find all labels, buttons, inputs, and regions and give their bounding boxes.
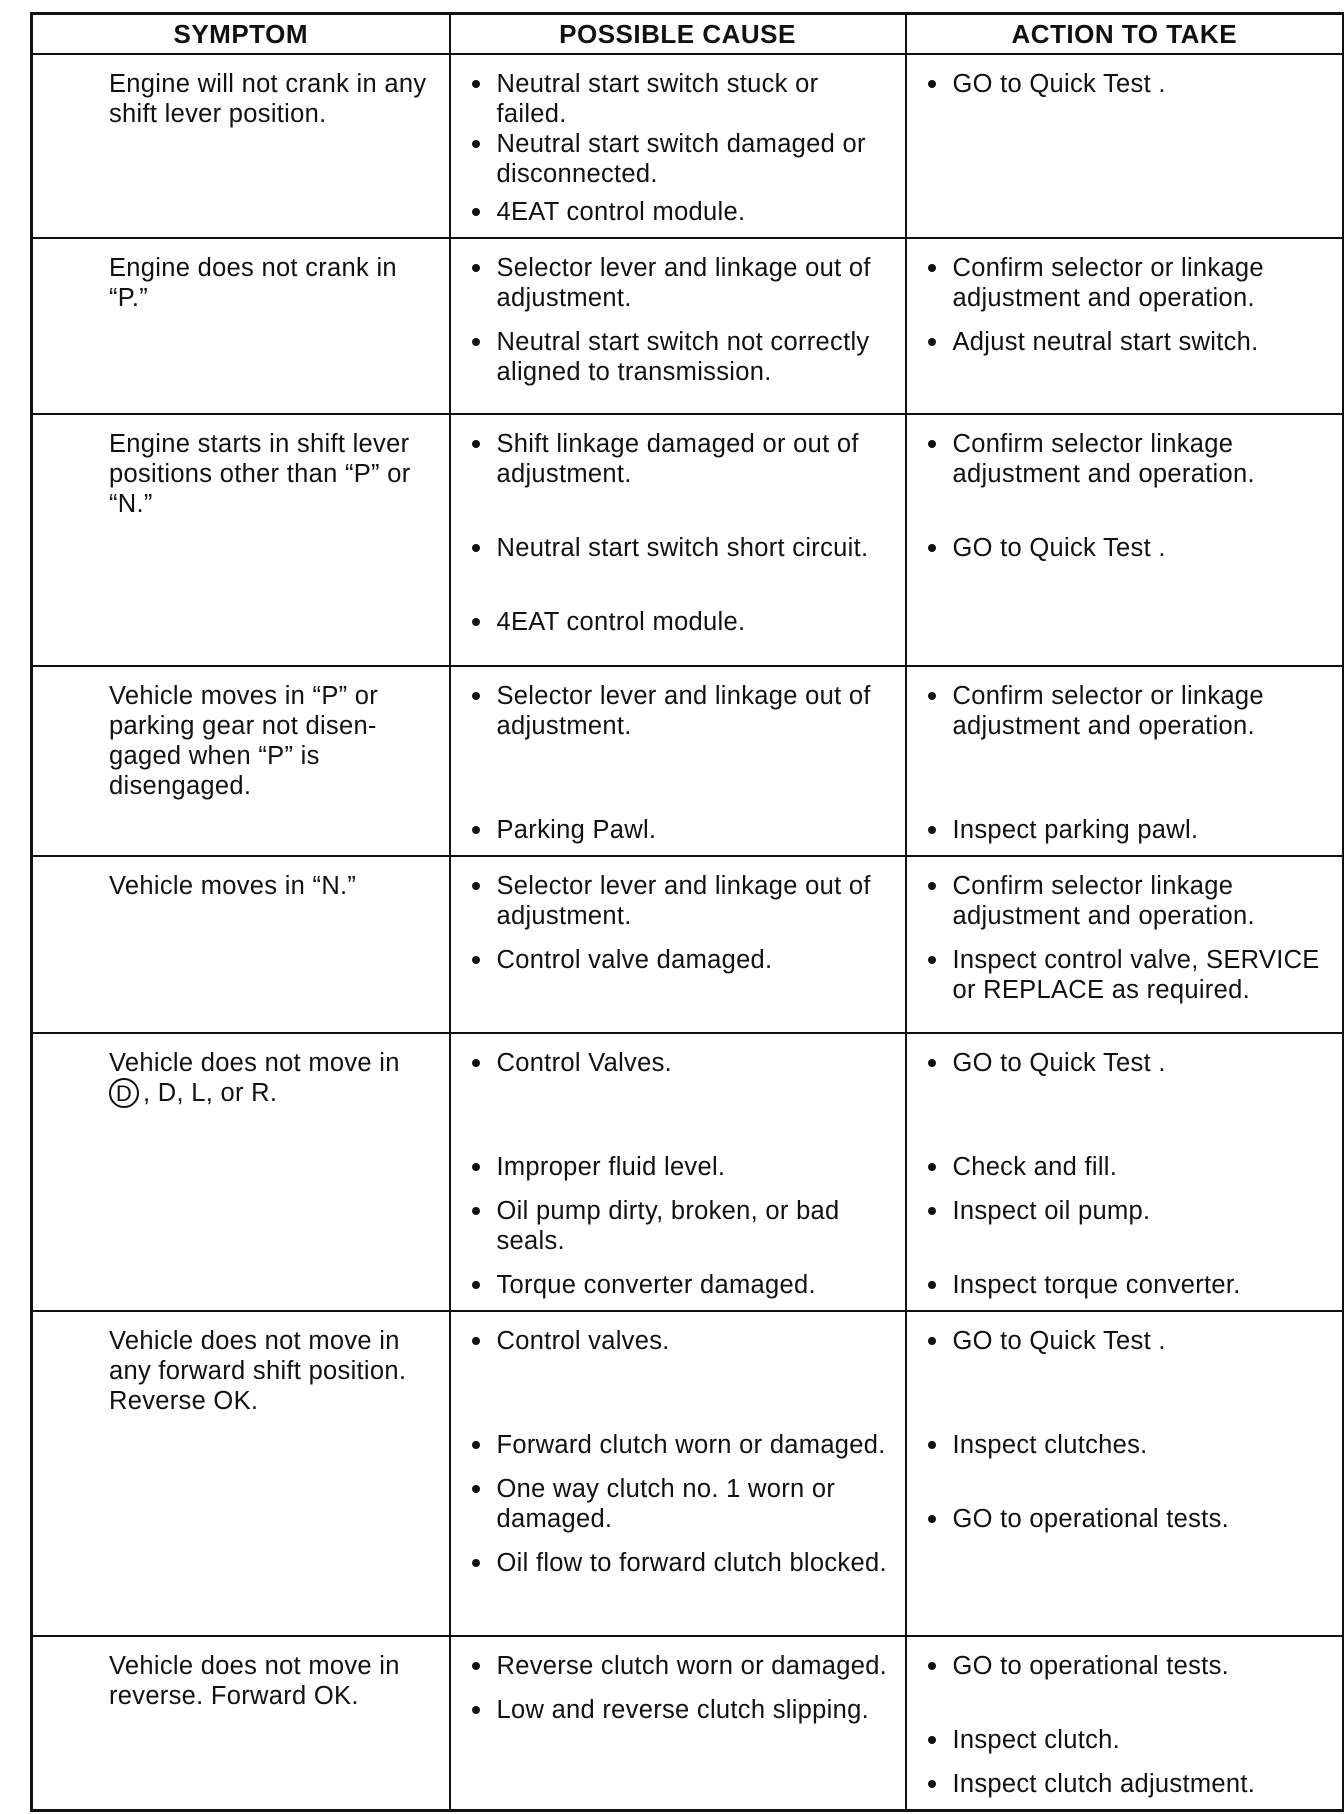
- header-symptom: SYMPTOM: [32, 14, 450, 55]
- symptom-text: Engine starts in shift lever positions other than “P” or “N.”: [109, 430, 411, 518]
- action-list: [907, 1637, 1343, 1809]
- symptom-text: [33, 1034, 449, 1118]
- table-row: [32, 54, 1344, 238]
- action-list: [907, 857, 1343, 1015]
- symptom-text-suffix: , D, L, or R.: [143, 1079, 278, 1107]
- action-item: Adjust neutral start switch.: [907, 327, 1333, 357]
- cause-item: Control Valves.: [451, 1048, 895, 1078]
- symptom-cell: [32, 666, 450, 856]
- cause-item: Improper fluid level.: [451, 1152, 895, 1182]
- cause-cell: [450, 238, 906, 414]
- symptom-cell: [32, 238, 450, 414]
- cause-item: Control valves.: [451, 1326, 895, 1356]
- header-possible-cause: POSSIBLE CAUSE: [450, 14, 906, 55]
- cause-list: [451, 667, 905, 855]
- action-list: [907, 667, 1343, 855]
- action-list: [907, 1312, 1343, 1544]
- cause-item: Selector lever and linkage out of adjustment.: [451, 681, 895, 741]
- action-item: GO to operational tests.: [907, 1651, 1333, 1681]
- cause-cell: [450, 1636, 906, 1811]
- action-item: Confirm selector or linkage adjustment and operation.: [907, 681, 1333, 741]
- action-cell: [906, 238, 1344, 414]
- symptom-text: Vehicle moves in “P” or parking gear not disen-gaged when “P” is disengaged.: [109, 682, 379, 800]
- cause-item: Parking Pawl.: [451, 815, 895, 845]
- action-list: [907, 415, 1343, 573]
- action-item: GO to Quick Test .: [907, 1048, 1333, 1078]
- cause-cell: [450, 666, 906, 856]
- circled-d-icon: D: [109, 1078, 139, 1108]
- table-row: [32, 666, 1344, 856]
- table-row: [32, 238, 1344, 414]
- action-cell: [906, 414, 1344, 666]
- table-row: [32, 1311, 1344, 1636]
- action-cell: [906, 1311, 1344, 1636]
- symptom-text: Vehicle does not move in any forward shift position. Reverse OK.: [109, 1327, 407, 1415]
- header-row: [32, 14, 1344, 55]
- action-item: GO to Quick Test .: [907, 1326, 1333, 1356]
- cause-cell: [450, 1033, 906, 1311]
- cause-list: [451, 1312, 905, 1588]
- cause-item: Oil pump dirty, broken, or bad seals.: [451, 1196, 895, 1256]
- cause-item: 4EAT control module.: [451, 607, 895, 637]
- cause-cell: [450, 54, 906, 238]
- cause-cell: [450, 414, 906, 666]
- action-item: GO to Quick Test .: [907, 533, 1333, 563]
- symptom-text: Engine will not crank in any shift lever position.: [109, 70, 427, 128]
- symptom-cell: [32, 1636, 450, 1811]
- cause-item: Neutral start switch damaged or disconnected.: [451, 129, 895, 189]
- action-item: Inspect oil pump.: [907, 1196, 1333, 1226]
- action-list: [907, 239, 1343, 367]
- action-cell: [906, 54, 1344, 238]
- action-item: Check and fill.: [907, 1152, 1333, 1182]
- cause-item: Selector lever and linkage out of adjustment.: [451, 871, 895, 931]
- cause-item: Selector lever and linkage out of adjustment.: [451, 253, 895, 313]
- table-row: [32, 856, 1344, 1033]
- table-row: [32, 414, 1344, 666]
- action-cell: [906, 1033, 1344, 1311]
- symptom-text-prefix: Vehicle does not move in: [109, 1049, 400, 1077]
- cause-item: 4EAT control module.: [451, 197, 895, 227]
- cause-list: [451, 1034, 905, 1310]
- table-row: [32, 1033, 1344, 1311]
- action-item: Confirm selector linkage adjustment and operation.: [907, 429, 1333, 489]
- cause-item: Reverse clutch worn or damaged.: [451, 1651, 895, 1681]
- table-row: [32, 1636, 1344, 1811]
- symptom-cell: [32, 856, 450, 1033]
- cause-cell: [450, 856, 906, 1033]
- cause-item: Neutral start switch not correctly aligned to transmission.: [451, 327, 895, 387]
- symptom-text: Vehicle moves in “N.”: [109, 872, 357, 900]
- action-item: Inspect parking pawl.: [907, 815, 1333, 845]
- action-item: Inspect clutch.: [907, 1725, 1333, 1755]
- action-item: Confirm selector or linkage adjustment and operation.: [907, 253, 1333, 313]
- cause-cell: [450, 1311, 906, 1636]
- cause-item: Neutral start switch short circuit.: [451, 533, 895, 563]
- symptom-cell: [32, 414, 450, 666]
- symptom-cell: [32, 54, 450, 238]
- cause-item: Control valve damaged.: [451, 945, 895, 975]
- cause-item: Oil flow to forward clutch blocked.: [451, 1548, 895, 1578]
- action-cell: [906, 856, 1344, 1033]
- cause-list: [451, 857, 905, 985]
- action-list: [907, 55, 1343, 109]
- diagnosis-table: [30, 12, 1344, 1812]
- action-item: Confirm selector linkage adjustment and operation.: [907, 871, 1333, 931]
- cause-item: Low and reverse clutch slipping.: [451, 1695, 895, 1725]
- cause-item: Forward clutch worn or damaged.: [451, 1430, 895, 1460]
- cause-list: [451, 415, 905, 647]
- header-action-to-take: ACTION TO TAKE: [906, 14, 1344, 55]
- action-item: Inspect clutch adjustment.: [907, 1769, 1333, 1799]
- action-item: Inspect clutches.: [907, 1430, 1333, 1460]
- action-item: Inspect torque converter.: [907, 1270, 1333, 1300]
- symptom-text: Engine does not crank in “P.”: [109, 254, 397, 312]
- cause-list: [451, 239, 905, 397]
- action-list: [907, 1034, 1343, 1310]
- symptom-cell: [32, 1033, 450, 1311]
- action-item: Inspect control valve, SERVICE or REPLACE as required.: [907, 945, 1333, 1005]
- cause-item: Shift linkage damaged or out of adjustment.: [451, 429, 895, 489]
- troubleshooting-sheet: [30, 12, 1342, 1802]
- action-cell: [906, 1636, 1344, 1811]
- action-item: GO to operational tests.: [907, 1504, 1333, 1534]
- cause-item: Torque converter damaged.: [451, 1270, 895, 1300]
- cause-list: [451, 55, 905, 237]
- symptom-cell: [32, 1311, 450, 1636]
- action-cell: [906, 666, 1344, 856]
- cause-item: Neutral start switch stuck or failed.: [451, 69, 895, 129]
- symptom-text: Vehicle does not move in reverse. Forward OK.: [109, 1652, 400, 1710]
- cause-item: One way clutch no. 1 worn or damaged.: [451, 1474, 895, 1534]
- cause-list: [451, 1637, 905, 1735]
- action-item: GO to Quick Test .: [907, 69, 1333, 99]
